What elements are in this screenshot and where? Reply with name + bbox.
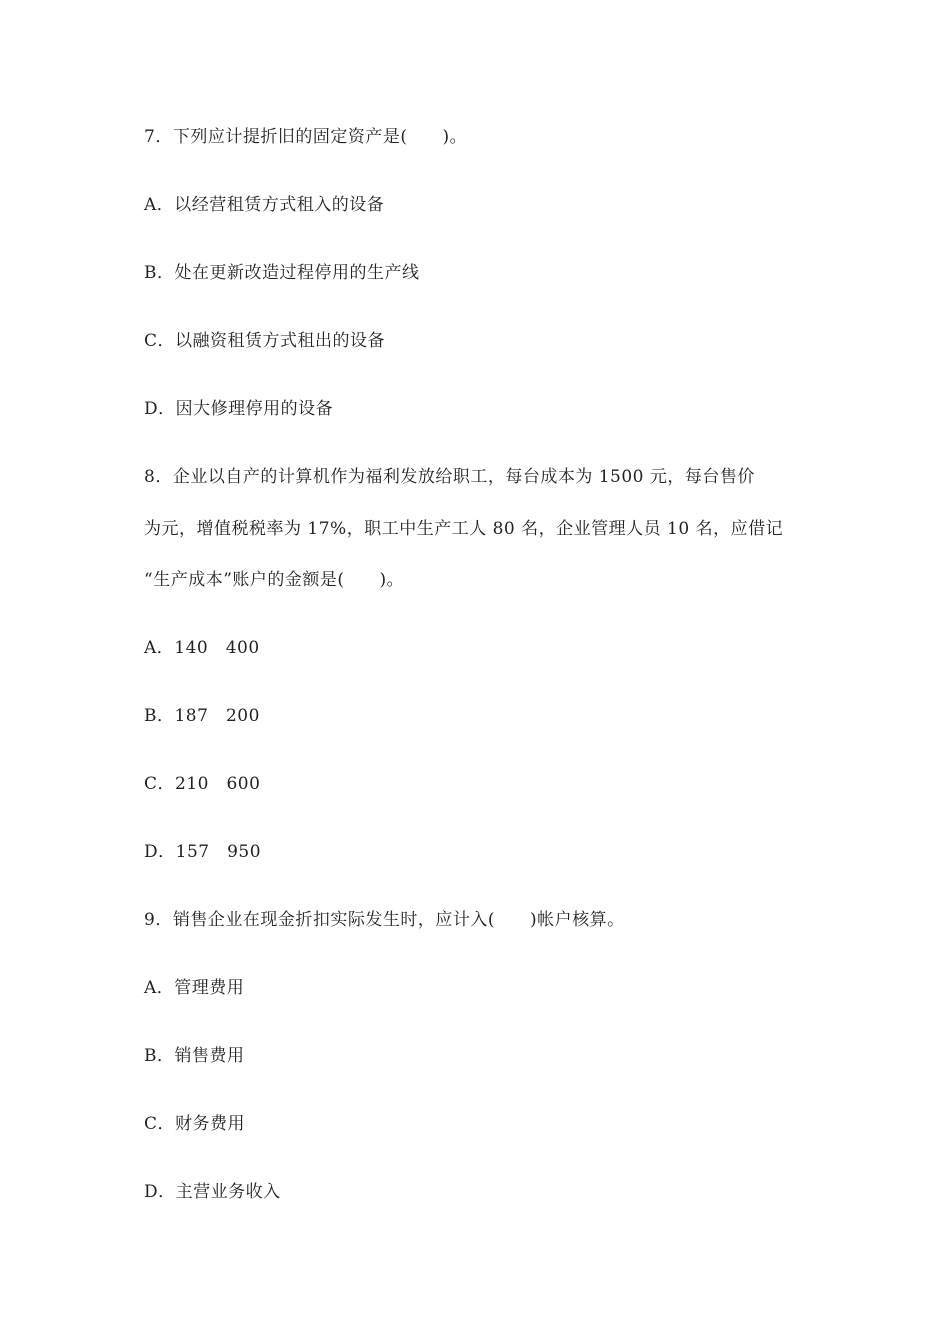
question-8-stem-line-1: 8．企业以自产的计算机作为福利发放给职工，每台成本为 1500 元，每台售价 [144, 467, 755, 487]
question-9-option-d: D．主营业务收入 [144, 1182, 281, 1202]
question-7-option-c: C．以融资租赁方式租出的设备 [144, 331, 386, 351]
question-7-option-a: A．以经营租赁方式租入的设备 [144, 195, 385, 215]
question-8-option-b: B．187 200 [144, 706, 260, 726]
question-7-stem: 7．下列应计提折旧的固定资产是( )。 [144, 127, 468, 147]
question-8-option-a: A．140 400 [144, 638, 260, 658]
question-9-option-a: A．管理费用 [144, 978, 245, 998]
question-9-option-b: B．销售费用 [144, 1046, 245, 1066]
question-8-stem-line-3: “生产成本”账户的金额是( )。 [144, 570, 405, 590]
question-9-stem: 9．销售企业在现金折扣实际发生时，应计入( )帐户核算。 [144, 910, 625, 930]
question-9-option-c: C．财务费用 [144, 1114, 246, 1134]
question-8-option-c: C．210 600 [144, 774, 261, 794]
question-8-stem-line-2: 为元，增值税税率为 17%，职工中生产工人 80 名，企业管理人员 10 名，应借记 [144, 519, 784, 539]
question-7-option-b: B．处在更新改造过程停用的生产线 [144, 263, 420, 283]
question-8-option-d: D．157 950 [144, 842, 262, 862]
question-7-option-d: D．因大修理停用的设备 [144, 399, 334, 419]
